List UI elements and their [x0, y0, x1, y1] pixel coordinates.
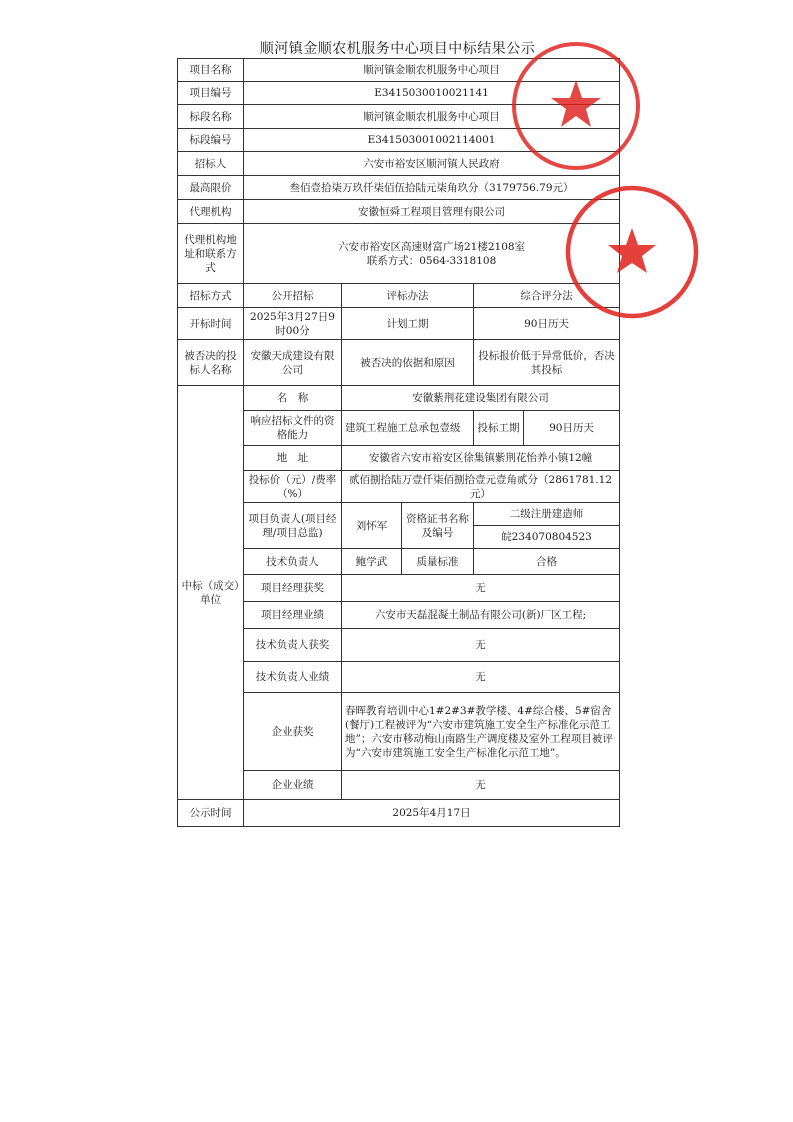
tech-award-value: 无: [342, 629, 620, 662]
section-no-value: E341503001002114001: [244, 129, 620, 152]
eval-value: 综合评分法: [474, 284, 620, 308]
bid-duration-label: 投标工期: [474, 411, 524, 446]
bid-duration-value: 90日历天: [524, 411, 620, 446]
method-label: 招标方式: [178, 284, 244, 308]
agency-addr-label: 代理机构地址和联系方式: [178, 224, 244, 284]
pm-perf-label: 项目经理业绩: [244, 602, 342, 629]
reject-reason-label: 被否决的依据和原因: [342, 340, 474, 386]
eval-label: 评标办法: [342, 284, 474, 308]
plan-period-label: 计划工期: [342, 308, 474, 340]
agency-contact: 联系方式：0564-3318108: [366, 254, 497, 267]
pm-award-label: 项目经理获奖: [244, 575, 342, 602]
rejected-value: 安徽天成建设有限公司: [244, 340, 342, 386]
page-title: 顺河镇金顺农机服务中心项目中标结果公示: [259, 41, 536, 57]
ent-perf-label: 企业业绩: [244, 771, 342, 800]
winner-name-label: 名 称: [244, 386, 342, 411]
pub-time-label: 公示时间: [178, 800, 244, 827]
cert-name-value: 二级注册建造师: [474, 503, 620, 526]
winner-name-value: 安徽紫荆花建设集团有限公司: [342, 386, 620, 411]
bid-price-value: 贰佰捌拾陆万壹仟柒佰捌拾壹元壹角贰分（2861781.12元）: [342, 471, 620, 503]
winner-section-label: 中标（成交）单位: [178, 386, 244, 800]
pm-perf-value: 六安市天磊混凝土制品有限公司(新)厂区工程;: [342, 602, 620, 629]
star-icon: [608, 228, 656, 273]
quality-label: 质量标准: [402, 549, 474, 575]
gov-seal: [508, 38, 644, 174]
ent-award-label: 企业获奖: [244, 693, 342, 771]
agency-label: 代理机构: [178, 200, 244, 224]
open-time-label: 开标时间: [178, 308, 244, 340]
project-name-value: 顺河镇金顺农机服务中心项目: [244, 59, 620, 82]
winner-addr-label: 地 址: [244, 446, 342, 471]
ent-award-value: 春晖教育培训中心1#2#3#教学楼、4#综合楼、5#宿舍(餐厅)工程被评为“六安市建筑施工安全生产标准化示范工地”；六安市移动梅山南路生产调度楼及室外工程项目被评为“六安市建筑施工安全生产标准化示范工地”。: [342, 693, 620, 771]
pm-label: 项目负责人(项目经理/项目总监): [244, 503, 342, 549]
project-no-label: 项目编号: [178, 82, 244, 105]
pub-time-value: 2025年4月17日: [244, 800, 620, 827]
tech-perf-label: 技术负责人业绩: [244, 662, 342, 693]
max-price-label: 最高限价: [178, 176, 244, 200]
section-no-label: 标段编号: [178, 129, 244, 152]
section-name-value: 顺河镇金顺农机服务中心项目: [244, 105, 620, 129]
quality-value: 合格: [474, 549, 620, 575]
tech-award-label: 技术负责人获奖: [244, 629, 342, 662]
max-price-value: 叁佰壹拾柒万玖仟柒佰伍拾陆元柒角玖分（3179756.79元）: [244, 176, 620, 200]
project-name-label: 项目名称: [178, 59, 244, 82]
plan-period-value: 90日历天: [474, 308, 620, 340]
tech-perf-value: 无: [342, 662, 620, 693]
agency-value: 安徽恒舜工程项目管理有限公司: [244, 200, 620, 224]
rejected-label: 被否决的投标人名称: [178, 340, 244, 386]
tech-lead-label: 技术负责人: [244, 549, 342, 575]
bid-price-label: 投标价（元）/费率（%）: [244, 471, 342, 503]
tenderer-label: 招标人: [178, 152, 244, 176]
ent-perf-value: 无: [342, 771, 620, 800]
qualification-label: 响应招标文件的资格能力: [244, 411, 342, 446]
reject-reason-value: 投标报价低于异常低价，否决其投标: [474, 340, 620, 386]
open-time-value: 2025年3月27日9时00分: [244, 308, 342, 340]
tenderer-value: 六安市裕安区顺河镇人民政府: [244, 152, 620, 176]
agency-address: 六安市裕安区高速财富广场21楼2108室: [337, 240, 526, 253]
project-no-value: E3415030010021141: [244, 82, 620, 105]
winner-addr-value: 安徽省六安市裕安区徐集镇紫荆花怡养小镇12幢: [342, 446, 620, 471]
pm-value: 刘怀军: [342, 503, 402, 549]
section-name-label: 标段名称: [178, 105, 244, 129]
cert-no-value: 皖234070804523: [474, 526, 620, 549]
method-value: 公开招标: [244, 284, 342, 308]
agency-seal: [562, 182, 702, 322]
star-icon: [551, 80, 601, 127]
cert-label: 资格证书名称及编号: [402, 503, 474, 549]
qualification-value: 建筑工程施工总承包壹级: [342, 411, 474, 446]
tech-lead-value: 鲍学武: [342, 549, 402, 575]
pm-award-value: 无: [342, 575, 620, 602]
